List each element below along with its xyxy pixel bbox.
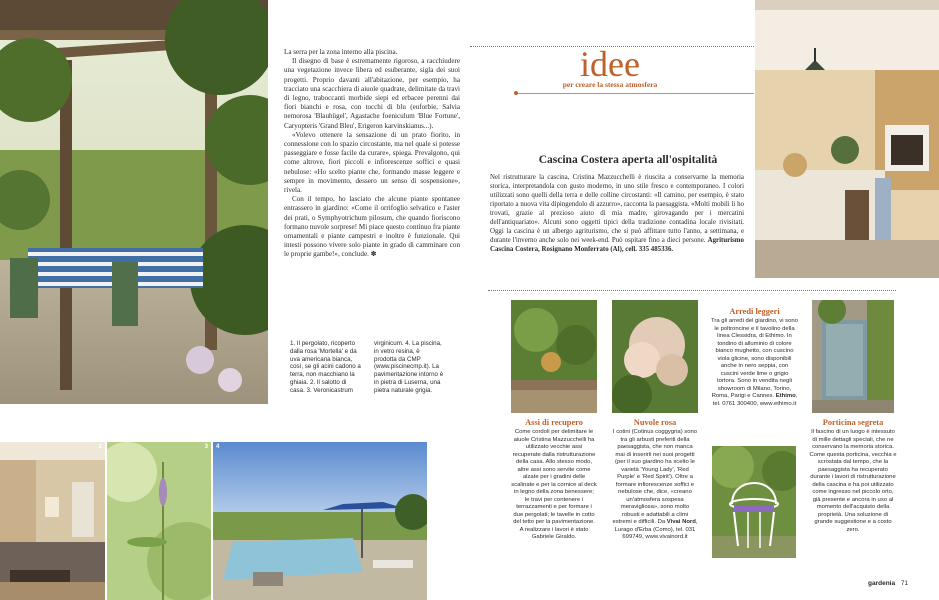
pergola-photo [0, 0, 268, 404]
left-body-text [284, 48, 460, 260]
pink-clouds-title: Nuvole rosa [633, 418, 677, 427]
boards-body: Come cordoli per delimitare le aiuole Cristina Mazzucchelli ha utilizzato vecchie assi recuperate dalla ristrutturazione della casa. Allo stesso modo, altre assi sono servite come alzate per i gradini delle scalinate e per la cornice al deck in legno della zona benessere; le travi per contenere i terrazzamenti e per formare i due pergolati; le tavelle in cotto del tetto per la pavimentazione. A realizzare i lavori è stato Gabriele Giraldo. [511, 429, 597, 540]
left-body-p2: Il disegno di base è estremamente rigoroso, a racchiudere una vegetazione invece libera ed esuberante, sigla dei suoi progetti. Proprio davanti all'abitazione, per esempio, ha tracciato una scacchiera di aiuole quadrate, delimitate da travi di legno, traboccanti morbide siepi ed erbacee perenni dai fiori bianchi e rosa, con tocchi di blu (euforbie, Salvia nemorosa 'Blauhügel', Agastache foeniculum 'Blue Fortune', Caryopteris 'Grand Bleu', Erigeron karvinskianus...). [284, 57, 460, 130]
secret-door-body: Il fascino di un luogo è intessuto di mille dettagli speciali, che ne conservano la memoria storica. Come questa porticina, vecchia e scrostata dal tempo, che la paesaggista ha recuperato durante i lavori di ristrutturazione della cascina e ha poi utilizzato come ingresso nel piccolo orto, già presente e ancora in uso al momento dell'acquisto della proprietà. Una soluzione di grande suggestione e a costo zero. [809, 429, 897, 533]
pink-clouds-body [612, 429, 698, 542]
pool-photo [213, 442, 427, 600]
pink-clouds-body-text: I cotini (Cotinus coggygria) sono tra gli arbusti preferiti della paesaggista, che non manca mai di inserirli nei suoi progetti (per il suo giardino ha scelto le varietà 'Young Lady', 'Red Purple' e 'Red Spirit'). Oltre a formare infiorescenze soffici e nebulose che, dice, «creano un'atmosfera sospesa meravigliosa», sono molto robusti e adattabili a climi estremi e difficili. Da [612, 429, 698, 525]
veronicastrum-photo [107, 442, 211, 600]
boards-block [511, 418, 597, 542]
article-title: Cascina Costera aperta all'ospitalità [538, 154, 718, 166]
captions-column-b: virginicum. 4. La piscina, in vetro resina, è prodotta da CMP (www.piscinecmp.it). La pavimentazione intorno è in pietra di Luserna, una pietra naturale grigia. [374, 340, 444, 394]
secret-door-block [809, 418, 897, 534]
living-room-photo [0, 442, 105, 600]
furniture-block [711, 307, 798, 408]
article-dotted-rule [488, 290, 896, 291]
left-body-p1: La serra per la zona interno alla piscina. [284, 48, 398, 56]
article-body-text: Nel ristrutturare la cascina, Cristina Mazzucchelli è riuscita a conservarne la memoria storica, interpretandola con gusto moderno, in uno stile fresco e contemporaneo. I colori utilizzati sono quelli della terra e delle colline circostanti: «Il camino, per esempio, è stato riportato a nuova vita dipingendolo di azzurro», racconta la paesaggista. «Molti mobili li ho trovati, grazie al prezioso aiuto di mia madre, girovagando per i mercatini dell'antiquariato». Alcuni sono oggetti tipici della tradizione contadina locale rivisitati. Oggi la cascina è un albergo agriturismo, che si può affittare tutto l'anno, a settimana, e durante l'inverno anche solo nei week-end. Può ospitare fino a dieci persone. [490, 174, 744, 244]
article-body [490, 173, 744, 254]
smoke-bush-photo [612, 300, 698, 413]
furniture-body-text: Tra gli arredi del giardino, vi sono le poltroncine e il tavolino della linea Clessidra, di Ethimo. In tondino di alluminio di colore bianco mughetto, con cuscino viola glicine, sono disponibili anche in nero seppia, con cuscini verde lime o grigio tortora. Sono in vendita negli showroom di Milano, Torino, Roma, Parigi e Cannes. [711, 318, 798, 399]
furniture-body [711, 318, 798, 408]
boards-title: Assi di recupero [525, 418, 583, 427]
captions-column-a: 1. Il pergolato, ricoperto dalla rosa 'Mortella' e da uva americana bianca, così, se gli acini cadono a terra, non macchiano la ghiaia. 2. Il salotto di casa. 3. Veronicastrum [290, 340, 361, 394]
pink-clouds-block [612, 418, 698, 542]
pink-clouds-contact-name: Vivai Nord [666, 519, 696, 525]
folio-page-number: 71 [900, 580, 909, 587]
article-contact: Agriturismo Cascina Costera, Rosignano Monferrato (Al), cell. 335 485336. [490, 237, 744, 253]
left-body-p3: «Volevo ottenere la sensazione di un prato fiorito, in connessione con lo spazio circostante, ma nel quale si potesse passeggiare e fosse facile da curare», spiega. Prevalgono, qui come altrove, fiori piccoli e infiorescenze soffici e quasi nebulose: «Ho scelto piante che, formando masse leggere e sempre in movimento, dessero un senso di sospensione», rivela. [284, 130, 460, 195]
left-body-p4: Con il tempo, ho lasciato che alcune piante spontanee entrassero in giardino: «Come il orrifoglio selvatico e l'aster dei prati, o Symphyotrichum pilosum, che quando fioriscono formano nuvole sorprese! Mi piace questo continuo fra piante ornamentali e piante campestri e inoltre è funzionale. Qui intesti possono vivere solo piante in grado di camminare con le proprie gambe!», conclude. ✽ [284, 195, 460, 259]
furniture-title: Arredi leggeri [729, 307, 780, 316]
photo-number-2: 2 [98, 444, 102, 450]
folio-magazine: gardenia [868, 580, 896, 587]
photo-number-3: 3 [204, 444, 208, 450]
photo-number-4: 4 [216, 444, 220, 450]
garden-chair-photo [712, 446, 796, 558]
pink-clouds-contact: , Lurago d'Erba (Como), tel. 031 699749, www.vivainord.it [614, 519, 698, 540]
page-folio [868, 580, 938, 587]
ornament-line [518, 93, 754, 94]
secret-door-photo [812, 300, 894, 413]
furniture-contact: , tel. 0761 300400, www.ethimo.it [712, 393, 798, 407]
kitchen-photo [755, 0, 939, 278]
secret-door-title: Porticina segreta [822, 418, 884, 427]
section-title: idee [580, 44, 640, 84]
recycled-boards-photo [511, 300, 597, 413]
section-subtitle: per creare la stessa atmosfera [562, 80, 658, 89]
furniture-contact-name: Ethimo [775, 393, 796, 399]
